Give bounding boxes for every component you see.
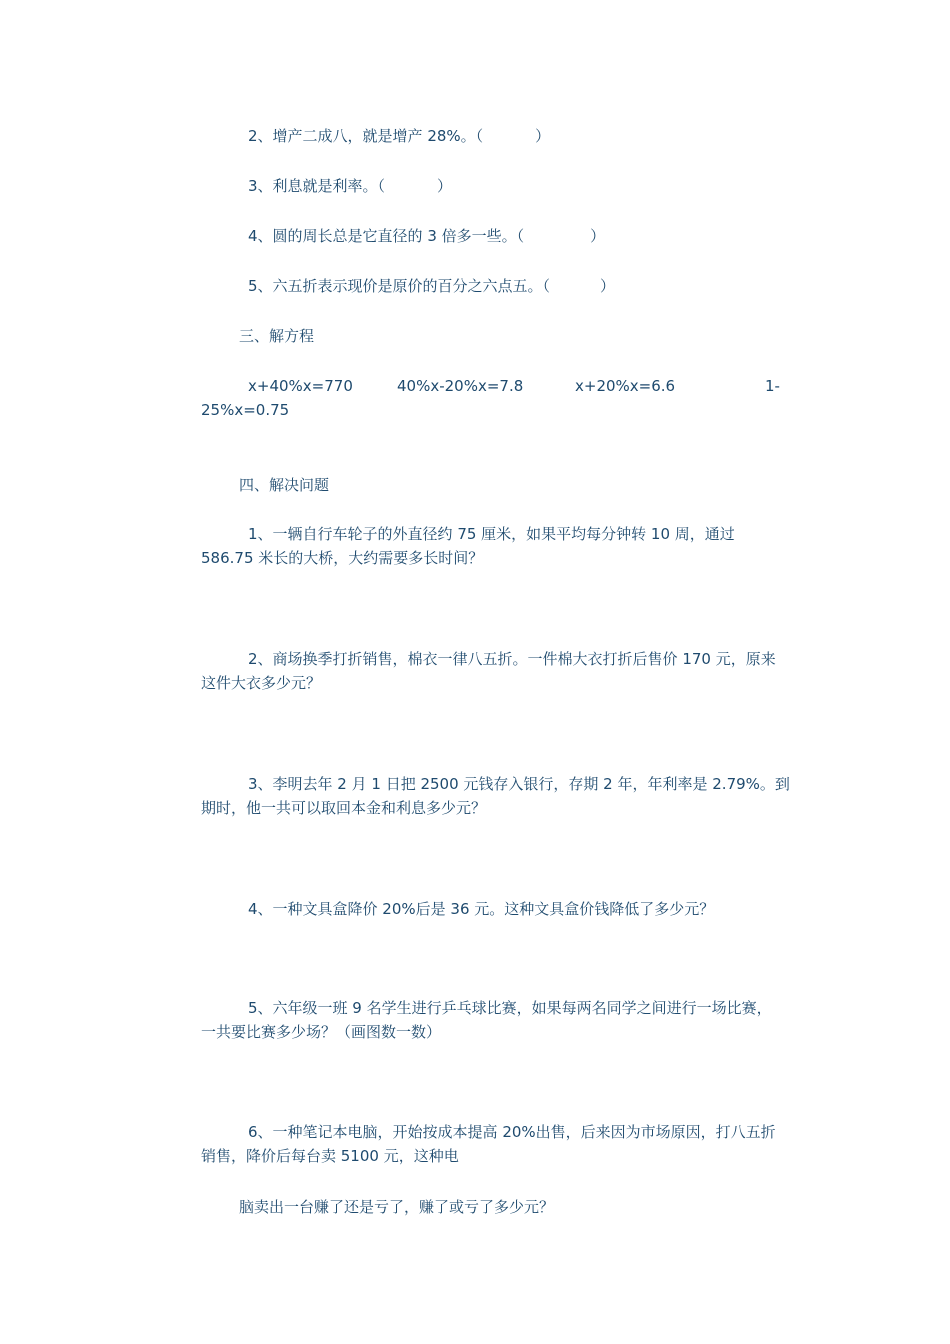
problem-line-1: 6、一种笔记本电脑，开始按成本提高 20%出售，后来因为市场原因，打八五折 [248,1123,776,1141]
judgement-question-3 [248,176,452,196]
word-problem-4 [201,897,808,921]
problem-line-1: 5、六年级一班 9 名学生进行乒乓球比赛，如果每两名同学之间进行一场比赛， [248,999,772,1017]
question-text: 4、圆的周长总是它直径的 3 倍多一些。（ [248,227,525,245]
judgement-question-4 [248,226,605,246]
question-text: 2、增产二成八，就是增产 28%。（ [248,127,484,145]
problem-line-2: 期时，他一共可以取回本金和利息多少元？ [201,799,487,817]
question-text: 3、利息就是利率。（ [248,177,386,195]
section-heading-word-problems: 四、解决问题 [239,476,330,494]
bracket-close: ） [600,277,616,295]
word-problem-5 [201,996,808,1044]
problem-line-2: 这件大衣多少元？ [201,674,322,692]
problem-line-2: 销售，降价后每台卖 5100 元，这种电 [201,1147,459,1165]
judgement-question-2 [248,126,550,146]
equation-4-start: 1- [765,377,780,395]
equation-4-end: 25%x=0.75 [201,401,290,419]
word-problem-1 [201,522,808,570]
equation-2: 40%x-20%x=7.8 [397,377,524,395]
bracket-close: ） [535,127,551,145]
problem-line-1: 2、商场换季打折销售，棉衣一律八五折。一件棉大衣打折后售价 170 元，原来 [248,650,776,668]
problem-line-1: 3、李明去年 2 月 1 日把 2500 元钱存入银行，存期 2 年，年利率是 2.79%。到 [248,775,790,793]
word-problem-2 [201,647,808,695]
equation-3: x+20%x=6.6 [575,377,676,395]
section-heading-solve-equations: 三、解方程 [239,327,315,345]
problem-line-2: 586.75 米长的大桥，大约需要多长时间？ [201,549,484,567]
word-problem-6 [201,1120,808,1168]
question-text: 5、六五折表示现价是原价的百分之六点五。（ [248,277,551,295]
bracket-close: ） [590,227,606,245]
equation-1: x+40%x=770 [248,377,353,395]
problem-line-1: 1、一辆自行车轮子的外直径约 75 厘米，如果平均每分钟转 10 周，通过 [248,525,735,543]
judgement-question-5 [248,276,615,296]
word-problem-3 [201,772,808,820]
problem-line-2: 一共要比赛多少场？（画图数一数） [201,1023,442,1041]
bracket-close: ） [437,177,453,195]
problem-line-1: 4、一种文具盒降价 20%后是 36 元。这种文具盒价钱降低了多少元？ [248,900,715,918]
word-problem-6-continuation: 脑卖出一台赚了还是亏了，赚了或亏了多少元？ [239,1198,555,1216]
